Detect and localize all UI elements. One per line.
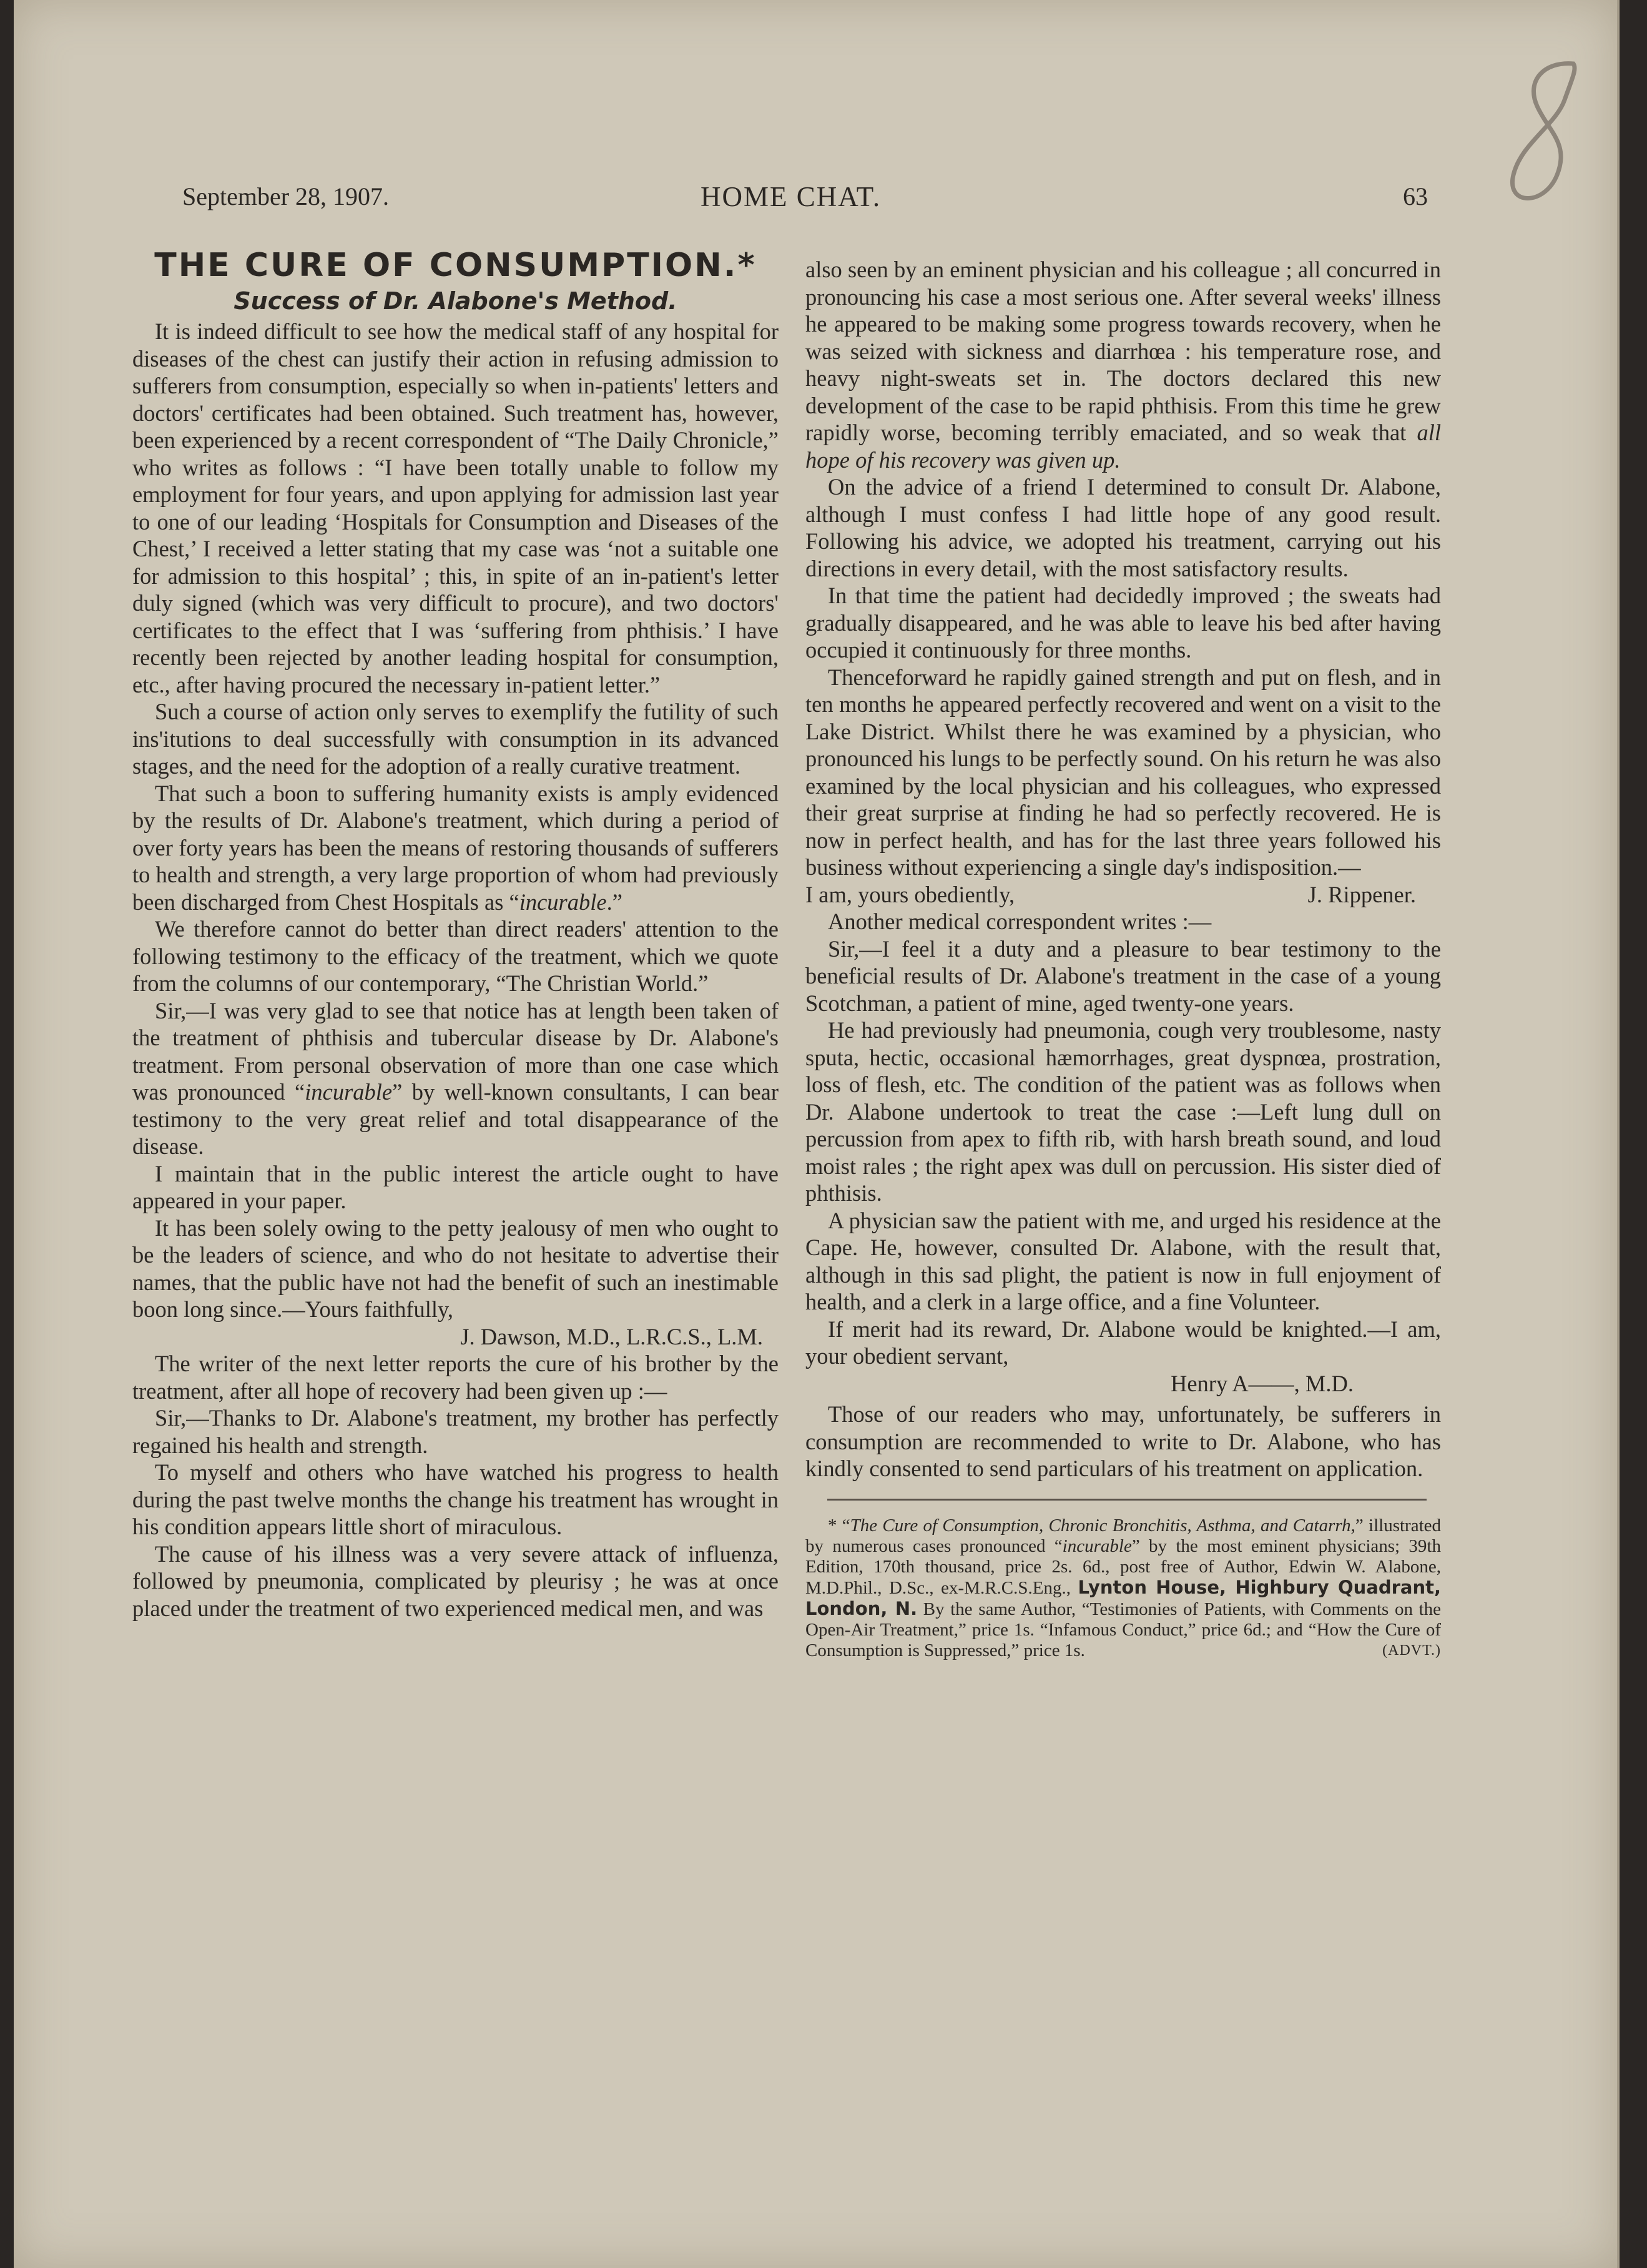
paragraph: The cause of his illness was a very severe attack of influenza, followed by pneumonia, complicated by pleurisy ; he was at once placed under the treatment of two experienced medical men, and was [132, 1541, 779, 1621]
paragraph: Another medical correspondent writes :— [828, 909, 1212, 934]
paragraph: To myself and others who have watched his progress to health during the past twelve months the change his treatment has wrought in his condition appears little short of miraculous. [132, 1459, 779, 1539]
paragraph: A physician saw the patient with me, and urged his residence at the Cape. He, however, consulted Dr. Alabone, with the result that, although in this sad plight, the patient is now in full enjoyment of health, and a clerk in a large office, and a fine Volunteer. [805, 1207, 1441, 1314]
paragraph: On the advice of a friend I determined to consult Dr. Alabone, although I must confess I had little hope of any good result. Following his advice, we adopted his treatment, carrying out his directions in every detail, with the most satisfactory results. [805, 474, 1441, 581]
left-column [132, 247, 779, 1622]
paragraph: Sir,—I was very glad to see that notice has at length been taken of the treatment of phthisis and tubercular disease by Dr. Alabone's treatment. From personal observation of more than one case which was pronounced “incurable” by well-known consultants, I can bear testimony to the very great relief and total disappearance of the disease. [132, 997, 779, 1159]
closing-line [805, 881, 1441, 909]
article-subtitle: Success of Dr. Alabone's Method. [234, 287, 677, 315]
paragraph: Such a course of action only serves to exemplify the futility of such ins'itutions to deal successfully with consumption in its advanced stages, and the need for the adoption of a really curative treatment. [132, 699, 779, 779]
magazine-title: HOME CHAT. [701, 181, 882, 212]
page-number: 63 [1403, 182, 1428, 210]
paragraph: We therefore cannot do better than direct readers' attention to the following testimony to the efficacy of the treatment, which we quote from the columns of our contemporary, “The Christian World.” [132, 916, 779, 996]
paragraph: Sir,—Thanks to Dr. Alabone's treatment, my brother has perfectly regained his health and strength. [132, 1405, 779, 1458]
paragraph: Those of our readers who may, unfortunately, be sufferers in consumption are recommended to write to Dr. Alabone, who has kindly consented to send particulars of his treatment on application. [805, 1401, 1441, 1481]
paragraph: Sir,—I feel it a duty and a pleasure to bear testimony to the beneficial results of Dr. Alabone's treatment in the case of a young Scotchman, a patient of mine, aged twenty-one years. [805, 935, 1441, 1016]
signature: J. Rippener. [1307, 881, 1416, 907]
paragraph: also seen by an eminent physician and his colleague ; all concurred in pronouncing his case a most serious one. After several weeks' illness he appeared to be making some progress towards recovery, when he was seized with sickness and diarrhœa : his temperature rose, and heavy night-sweats set in. The doctors declared this new development of the case to be rapid phthisis. From this time he grew rapidly worse, becoming terribly emaciated, and so weak that all hope of his recovery was given up. [805, 257, 1441, 473]
paragraph: It has been solely owing to the petty jealousy of men who ought to be the leaders of science, and who do not hesitate to advertise their names, that the public have not had the benefit of such an inestimable boon long since.—Yours faithfully, [132, 1215, 779, 1322]
issue-date: September 28, 1907. [182, 182, 390, 210]
footnote: * “The Cure of Consumption, Chronic Bronchitis, Asthma, and Catarrh,” illustrated by numerous cases pronounced “incurable” by the most eminent physicians; 39th Edition, 170th thousand, price 2s. 6d., post free of Author, Edwin W. Alabone, M.D.Phil., D.Sc., ex-M.R.C.S.Eng., Lynton House, Highbury Quadrant, London, N. By the same Author, “Testimonies of Patients, with Comments on the Open-Air Treatment,” price 1s. “Infamous Conduct,” price 6d.; and “How the Cure of Consumption is Suppressed,” price 1s. (ADVT.) [805, 1515, 1442, 1660]
handwritten-page-number [1500, 56, 1587, 219]
signature: Henry A——, M.D. [1171, 1370, 1354, 1396]
footnote-divider [827, 1499, 1427, 1501]
closing: I am, yours obediently, [805, 881, 1015, 907]
paragraph: He had previously had pneumonia, cough very troublesome, nasty sputa, hectic, occasional hæmorrhages, great dyspnœa, prostration, loss of flesh, etc. The condition of the patient was as follows when Dr. Alabone undertook to treat the case :—Left lung dull on percussion from apex to fifth rib, with harsh breath sound, and loud moist rales ; the right apex was dull on percussion. His sister died of phthisis. [805, 1017, 1441, 1206]
paragraph: That such a boon to suffering humanity exists is amply evidenced by the results of Dr. Alabone's treatment, which during a period of over forty years has been the means of restoring thousands of sufferers to health and strength, a very large proportion of whom had previously been discharged from Chest Hospitals as “incurable.” [132, 780, 779, 915]
paragraph: I maintain that in the public interest the article ought to have appeared in your paper. [132, 1160, 779, 1213]
page [14, 0, 1620, 2268]
paragraph: If merit had its reward, Dr. Alabone would be knighted.—I am, your obedient servant, [805, 1316, 1441, 1369]
right-column [805, 256, 1441, 1661]
paragraph: In that time the patient had decidedly improved ; the sweats had gradually disappeared, and he was able to leave his bed after having occupied it continuously for three months. [805, 583, 1441, 663]
paragraph: It is indeed difficult to see how the medical staff of any hospital for diseases of the chest can justify their action in refusing admission to sufferers from consumption, especially so when in-patients' letters and doctors' certificates had been obtained. Such treatment has, however, been experienced by a recent correspondent of “The Daily Chronicle,” who writes as follows : “I have been totally unable to follow my employment for four years, and upon applying for admission last year to one of our leading ‘Hospitals for Consumption and Diseases of the Chest,’ I received a letter stating that my case was ‘not a suitable one for admission to this hospital’ ; this, in spite of an in-patient's letter duly signed (which was very difficult to procure), and two doctors' certificates to the effect that I was ‘suffering from phthisis.’ I have recently been rejected by another leading hospital for consumption, etc., after having procured the necessary in-patient letter.” [132, 318, 779, 698]
paragraph: Thenceforward he rapidly gained strength and put on flesh, and in ten months he appeared perfectly recovered and went on a visit to the Lake District. Whilst there he was examined by a physician, who pronounced his lungs to be perfectly sound. On his return he was also examined by the local physician and his colleagues, who expressed their great surprise at finding he had so perfectly recovered. He is now in perfect health, and has for the last three years followed his business without experiencing a single day's indisposition.— [805, 664, 1441, 880]
paragraph: The writer of the next letter reports the cure of his brother by the treatment, after all hope of recovery had been given up :— [132, 1351, 779, 1404]
advertisement-tag: (ADVT.) [1382, 1642, 1441, 1659]
article-title: THE CURE OF CONSUMPTION.* [154, 247, 757, 284]
signature: J. Dawson, M.D., L.R.C.S., L.M. [460, 1323, 763, 1349]
